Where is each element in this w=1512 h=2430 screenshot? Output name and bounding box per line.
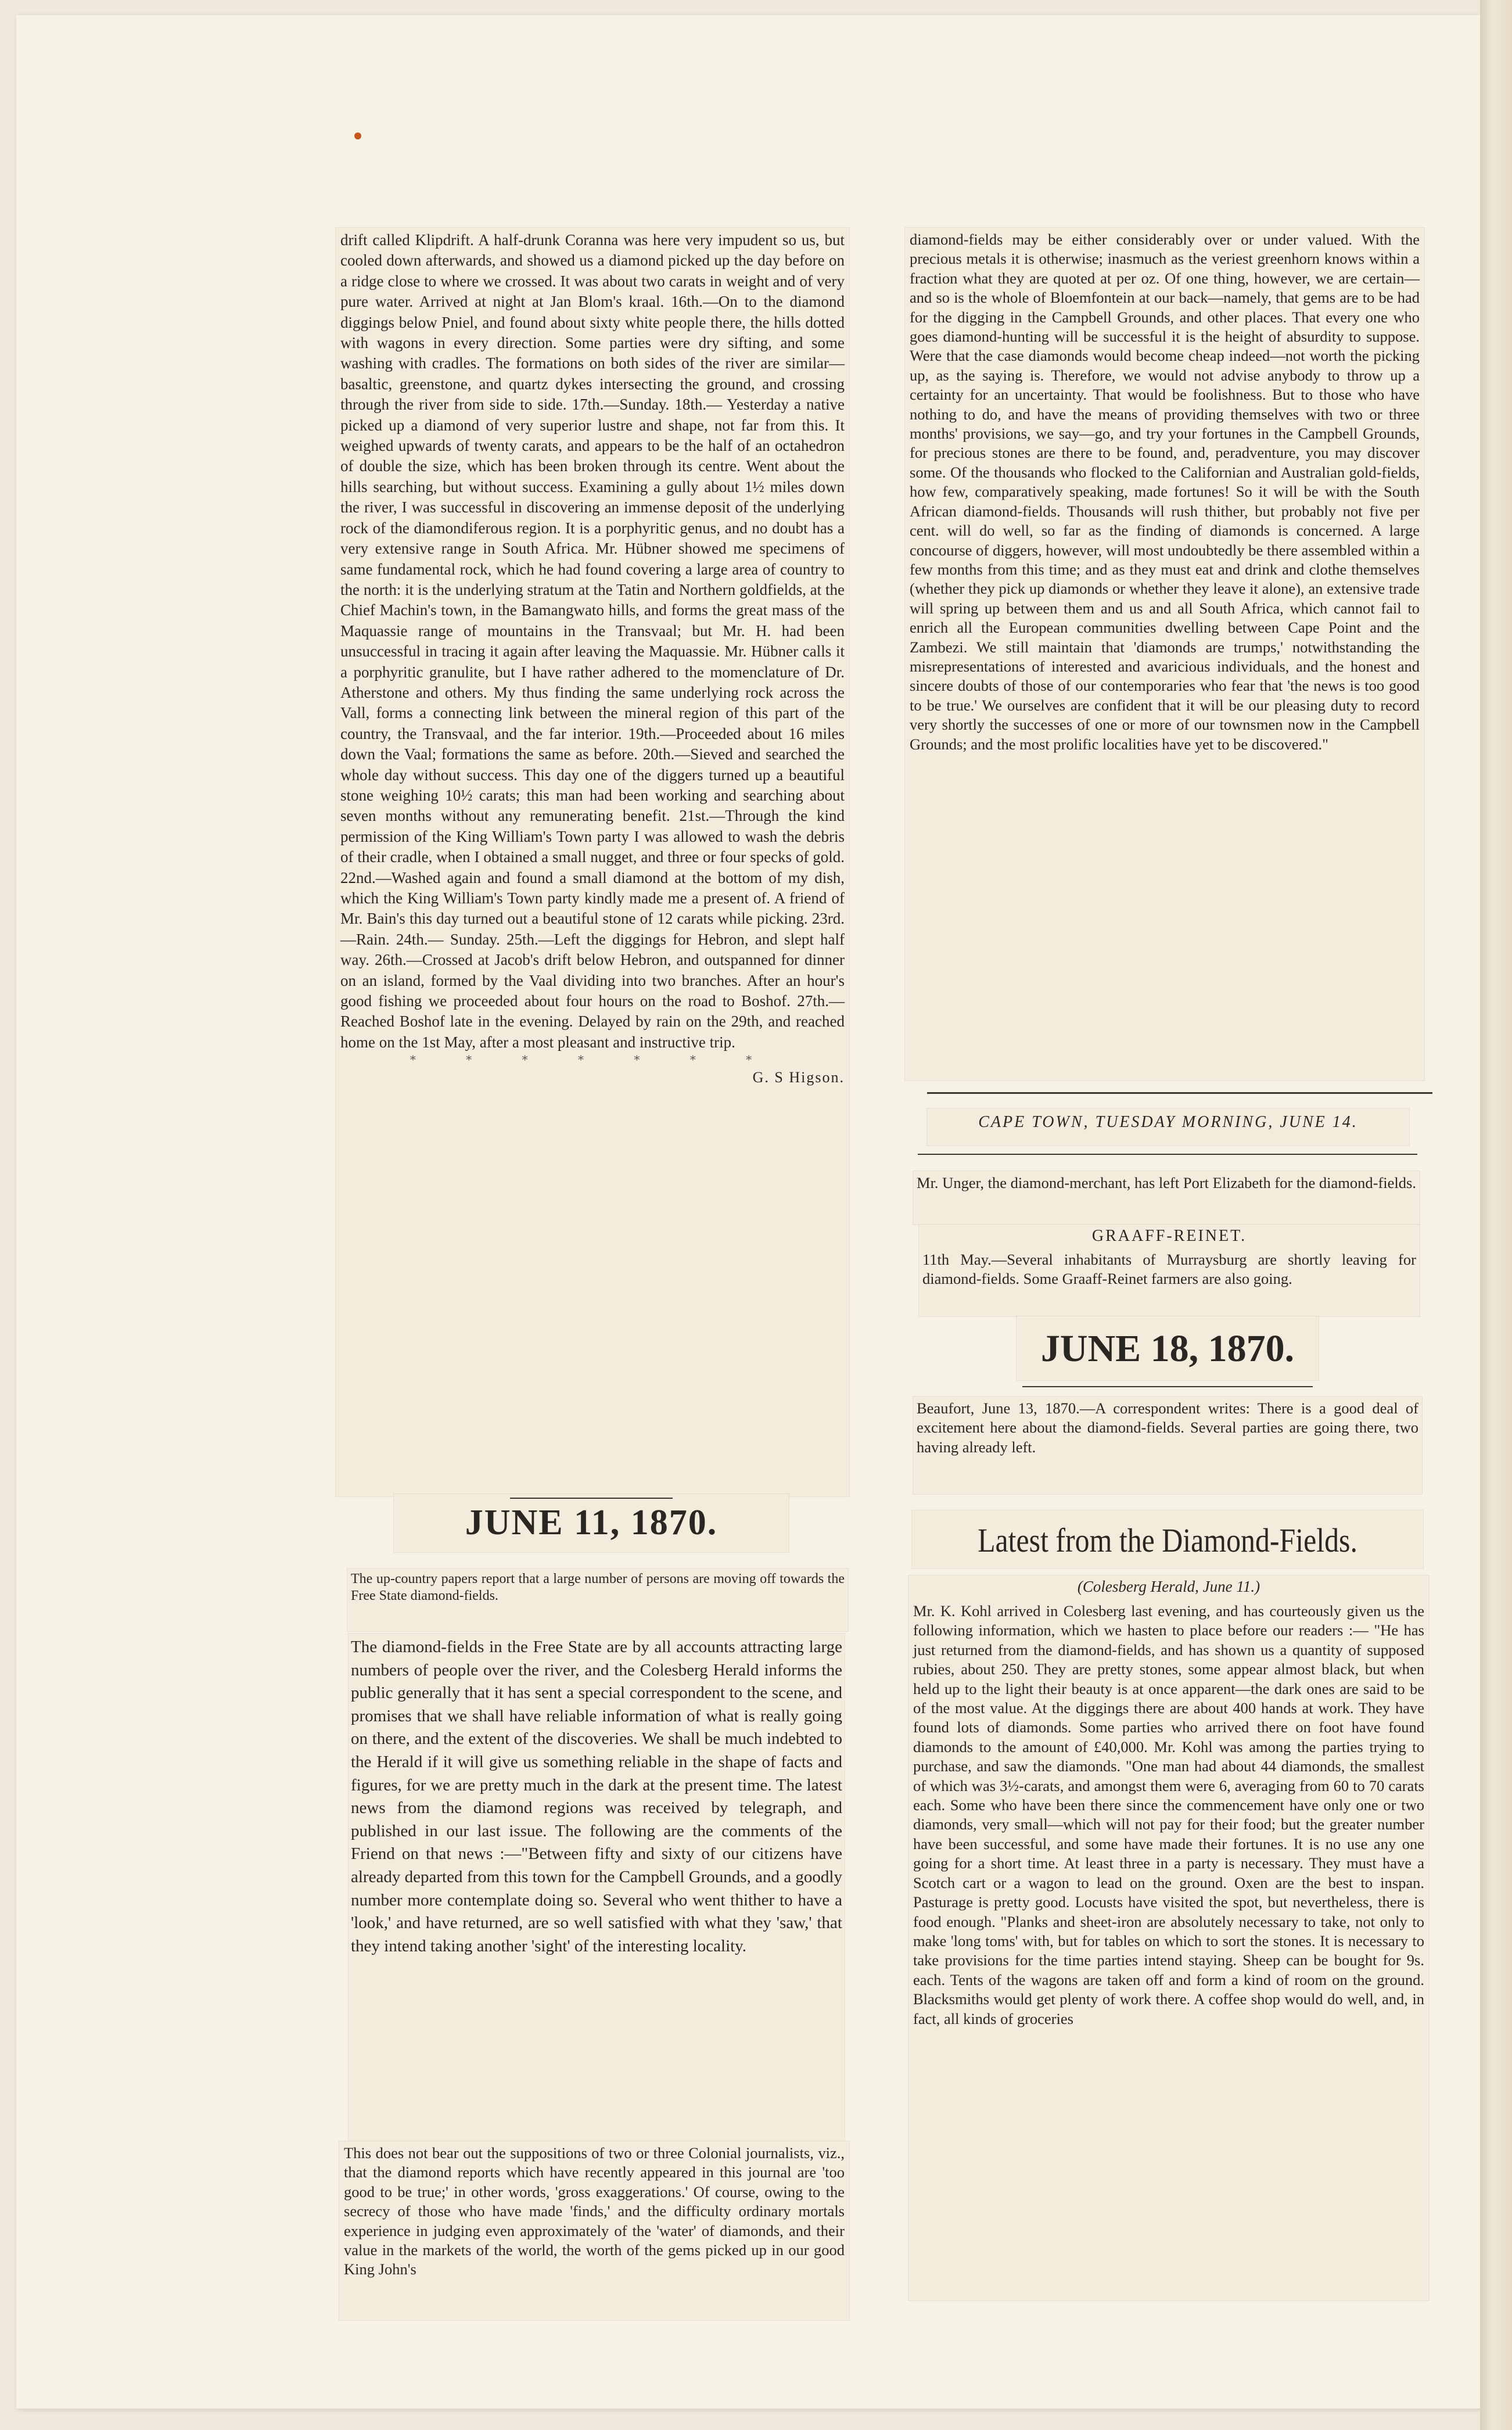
latest-diamond-fields-heading: Latest from the Diamond-Fields. [978, 1521, 1357, 1559]
friend-article-cont-clipping [339, 2141, 849, 2320]
june-18-header-clipping [1017, 1316, 1319, 1380]
date-header-june-18: JUNE 18, 1870. [1040, 1327, 1295, 1370]
diary-separator: * * * * * * * [410, 1053, 775, 1067]
column-rule-1 [927, 1092, 1432, 1094]
continued-article-clipping [905, 228, 1424, 1081]
graaff-reinet-heading: GRAAFF-REINET. [1091, 1227, 1247, 1245]
unger-text: Mr. Unger, the diamond-merchant, has left Port Elizabeth for the diamond-fields. [917, 1174, 1416, 1191]
beaufort-clipping [913, 1397, 1422, 1494]
latest-heading-clipping [912, 1510, 1423, 1568]
continued-article-text: diamond-fields may be either considerably over or under valued. With the precious metals it is otherwise; inasmuch as the veriest greenhorn knows within a fraction what they are quoted at per oz. Of one thing, however, we are certain—and so is the whole of Bloemfontein at our back—namely, that gems are to be had for the digging in the Campbell Grounds, and other places. That every one who goes diamond-hunting will be successful it is the height of absurdity to suppose. Were that the case diamonds would become cheap indeed—not worth the picking up, as the saying is. Therefore, we would not advise anybody to throw up a certainty for an uncertainty. That would be foolishness. But to those who have nothing to do, and have the means of providing themselves with two or three months' provisions, we say—go, and try your fortunes in the Campbell Grounds, for precious stones are there to be found, and, peradventure, you may discover some. Of the thousands who flocked to the Californian and Australian gold-fields, how few, comparatively speaking, made fortunes! So it will be with the South African diamond-fields. Thousands will rush thither, but probably not five per cent. will do well, so far as the finding of diamonds is concerned. A large concourse of diggers, however, will most undoubtedly be there assembled within a few months from this time; and as they must eat and drink and clothe themselves (whether they pick up diamonds or whether they leave it alone), an extensive trade will spring up between them and us and all South Africa, which cannot fail to enrich all the European communities dwelling between Cape Point and the Zambezi. We still maintain that 'diamonds are trumps,' notwithstanding the misrepresentations of interested and avaricious individuals, and the honest and sincere doubts of those of our contemporaries who fear that 'the news is too good to be true.' We ourselves are confident that it will be our pleasing duty to record very shortly the successes of one or more of our townsmen now in the Campbell Grounds; and the most prolific localities have yet to be discovered." [910, 231, 1420, 753]
friend-article-cont-text: This does not bear out the suppositions of two or three Colonial journalists, viz., that the diamond reports which have recently appeared in this journal are 'too good to be true;' in other words, 'gross exaggerations.' Of course, owing to the secrecy of those who have made 'finds,' and the difficulty ordinary mortals experience in judging even approximately of the 'water' of diamonds, and their value in the markets of the world, the worth of the gems picked up in our good King John's [344, 2144, 845, 2278]
brief-text: The up-country papers report that a large number of persons are moving off towards the Free State diamond-fields. [351, 1571, 845, 1603]
book-spine [1480, 0, 1512, 2430]
june-11-header-clipping [394, 1494, 789, 1552]
masthead-clipping [927, 1108, 1409, 1146]
graaff-reinet-clipping [919, 1225, 1420, 1316]
header-rule-top [510, 1498, 673, 1499]
friend-article-text: The diamond-fields in the Free State are by all accounts attracting large numbers of people over the river, and the Colesberg Herald informs the public generally that it has sent a special correspondent to the scene, and promises that we shall have reliable information of what is really going on there, and the extent of the discoveries. We shall be much indebted to the Herald if it will give us something reliable in the shape of facts and figures, for we are pretty much in the dark at the present time. The latest news from the diamond regions was received by telegraph, and published in our last issue. The following are the comments of the Friend on that news :—"Between fifty and sixty of our citizens have already departed from this town for the Campbell Grounds, and a goodly number more contemplate doing so. Several who went thither to have a 'look,' and have returned, are so well satisfied with what they 'saw,' that they intend taking another 'sight' of the interesting locality. [351, 1638, 842, 1955]
diary-signature: G. S Higson. [752, 1069, 845, 1086]
column-rule-3 [1022, 1386, 1313, 1387]
column-rule-2 [918, 1154, 1417, 1155]
latest-credit: (Colesberg Herald, June 11.) [1077, 1578, 1260, 1595]
beaufort-text: Beaufort, June 13, 1870.—A correspondent writes: There is a good deal of excitement here about the diamond-fields. Several parties are going there, two having already left. [917, 1399, 1418, 1456]
latest-article-text: Mr. K. Kohl arrived in Colesberg last evening, and has courteously given us the following information, which we hasten to place before our readers :— "He has just returned from the diamond-fields, and has shown us a quantity of supposed rubies, about 250. They are pretty stones, some appear almost black, but when held up to the light their beauty is at once apparent—the dark ones are said to be of the most value. At the diggings there are about 400 hands at work. They have found lots of diamonds. Some parties who arrived there on foot have found diamonds to the amount of £40,000. Mr. Kohl was among the parties trying to purchase, and saw the diamonds. "One man had about 44 diamonds, the smallest of which was 3½-carats, and amongst them were 6, averaging from 60 to 70 carats each. Some who have been there since the commencement have only one or two diamonds, very small—which will not pay for their food; but the greater number have been successful, and some have made their fortunes. It is no use any one going for a short time. At least three in a party is necessary. They must have a Scotch cart or a wagon to lead on the ground. Oxen are the best to inspan. Pasturage is pretty good. Locusts have visited the spot, but nevertheless, there is food enough. "Planks and sheet-iron are absolutely necessary to take, not only to make 'long toms' with, but for tables on which to sort the stones. It is necessary to take provisions for the time parties intend staying. Sheep can be bought for 9s. each. Tents of the wagons are taken off and form a kind of room on the ground. Blacksmiths would get plenty of work there. A coffee shop would do well, and, in fact, all kinds of groceries [913, 1602, 1424, 2027]
date-header-june-11: JUNE 11, 1870. [465, 1503, 718, 1542]
unger-clipping [913, 1171, 1420, 1225]
diary-text: drift called Klipdrift. A half-drunk Coranna was here very impudent so us, but cooled down afterwards, and showed us a diamond picked up the day before on a ridge close to where we crossed. It was about two carats in weight and of very pure water. Arrived at night at Jan Blom's kraal. 16th.—On to the diamond diggings below Pniel, and found about sixty white people there, the hills dotted with wagons in every direction. Some parties were dry sifting, and some washing with cradles. The formations on both sides of the river are similar—basaltic, greenstone, and quartz dykes intersecting the ground, and crossing through the river from side to side. 17th.—Sunday. 18th.— Yesterday a native picked up a diamond of very superior lustre and shape, not far from this. It weighed upwards of twenty carats, and appears to be the half of an octahedron of double the size, which has been broken through its centre. Went about the hills searching, but without success. Examining a gully about 1½ miles down the river, I was successful in discovering an immense deposit of the underlying rock of the diamondiferous region. It is a porphyritic genus, and no doubt has a very extensive range in South Africa. Mr. Hübner showed me specimens of same fundamental rock, which he had found covering a large area of country to the north: it is the underlying stratum at the Tatin and Northern goldfields, at the Chief Machin's town, in the Bamangwato hills, and forms the great mass of the Maquassie range of mountains in the Transvaal; but Mr. H. had been unsuccessful in tracing it again after leaving the Maquassie. Mr. Hübner calls it a porphyritic granulite, but I have rather adhered to the momenclature of Dr. Atherstone and others. My thus finding the same underlying rock across the Vall, forms a connecting link between the mineral region of this part of the country, the Transvaal, and the far interior. 19th.—Proceeded about 16 miles down the Vaal; formations the same as before. 20th.—Sieved and searched the whole day without success. This day one of the diggers turned up a beautiful stone weighing 10½ carats; this man had been working and searching about seven months without any remunerating benefit. 21st.—Through the kind permission of the King William's Town party I was allowed to wash the debris of their cradle, when I obtained a small nugget, and three or four specks of gold. 22nd.—Washed again and found a small diamond at the bottom of my dish, which the King William's Town party kindly made me a present of. A friend of Mr. Bain's this day turned out a beautiful stone of 12 carats while picking. 23rd.—Rain. 24th.— Sunday. 25th.—Left the diggings for Hebron, and slept half way. 26th.—Crossed at Jacob's drift below Hebron, and outspanned for dinner on an island, formed by the Vaal dividing into two branches. After an hour's good fishing we proceeded about four hours on the road to Boshof. 27th.—Reached Boshof late in the evening. Delayed by rain on the 29th, and reached home on the 1st May, after a most pleasant and instructive trip. [340, 231, 845, 1051]
ink-dot [354, 132, 361, 139]
graaff-reinet-text: 11th May.—Several inhabitants of Murraysburg are shortly leaving for diamond-fields. Some Graaff-Reinet farmers are also going. [922, 1251, 1416, 1288]
diary-clipping [336, 228, 849, 1496]
cape-town-masthead: CAPE TOWN, TUESDAY MORNING, JUNE 14. [978, 1113, 1358, 1131]
brief-clipping [347, 1568, 848, 1631]
latest-article-clipping [908, 1575, 1429, 2300]
friend-article-clipping [349, 1634, 845, 2144]
